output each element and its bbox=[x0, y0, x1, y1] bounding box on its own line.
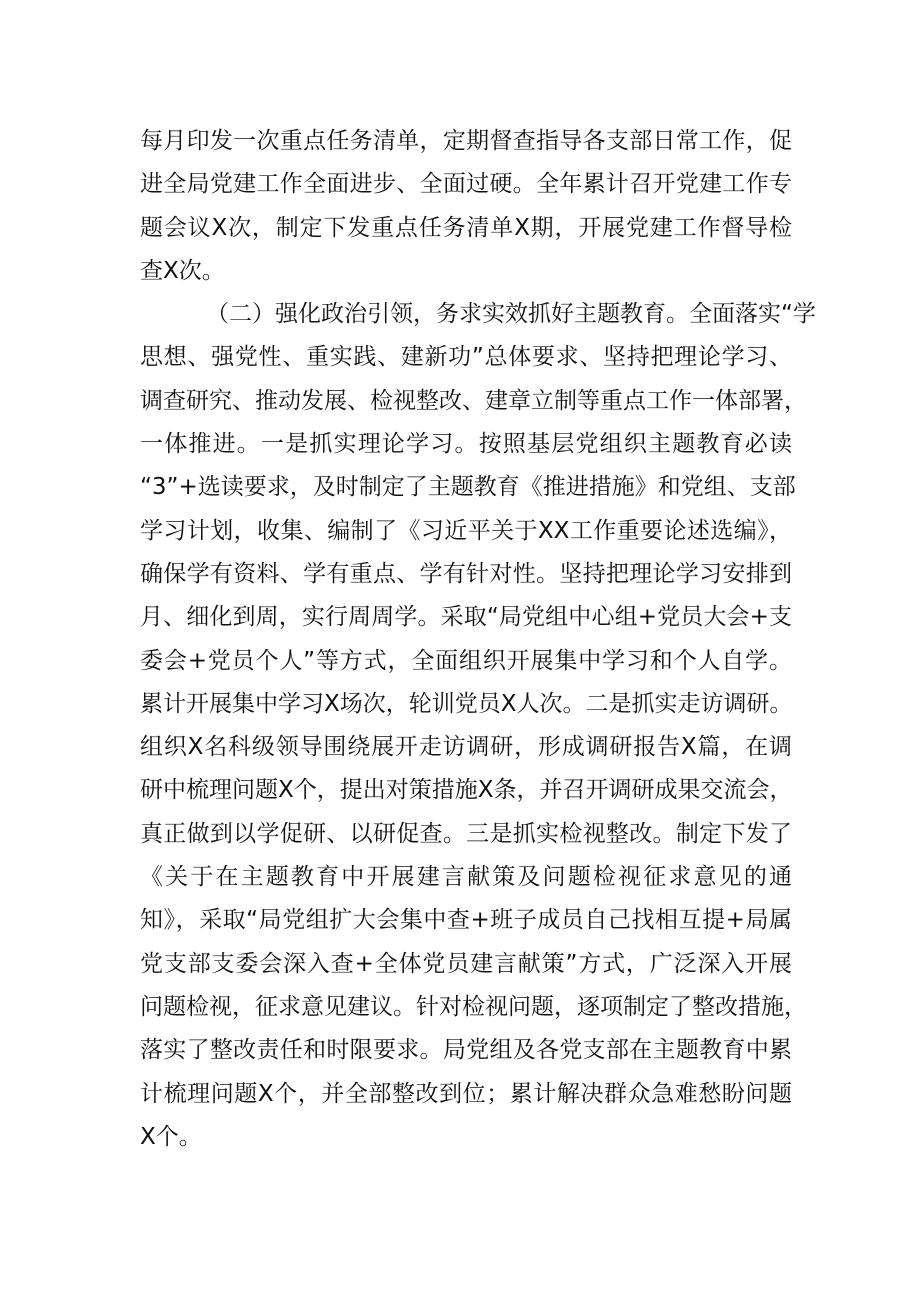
text-line: 调查研究、推动发展、检视整改、建章立制等重点工作一体部署， bbox=[140, 387, 807, 414]
text-line: 思想、强党性、重实践、建新功”总体要求、坚持把理论学习、 bbox=[140, 344, 792, 371]
text-line: 一体推进。一是抓实理论学习。按照基层党组织主题教育必读 bbox=[140, 431, 792, 458]
paragraph-task-list bbox=[140, 120, 800, 293]
text-line: 研中梳理问题X个，提出对策措施X条，并召开调研成果交流会， bbox=[140, 777, 793, 804]
text-line: 学习计划，收集、编制了《习近平关于XX工作重要论述选编》， bbox=[140, 517, 792, 544]
text-line: 确保学有资料、学有重点、学有针对性。坚持把理论学习安排到 bbox=[140, 560, 792, 587]
text-line: 计梳理问题X个，并全部整改到位；累计解决群众急难愁盼问题 bbox=[140, 1080, 792, 1107]
text-line: 知》，采取“局党组扩大会集中查+班子成员自己找相互提+局属 bbox=[140, 907, 792, 934]
document-body bbox=[140, 120, 816, 1159]
text-line: 查X次。 bbox=[140, 257, 225, 284]
text-line: 进全局党建工作全面进步、全面过硬。全年累计召开党建工作专 bbox=[140, 171, 792, 198]
paragraph-theme-education bbox=[140, 293, 816, 1159]
text-line: 《关于在主题教育中开展建言献策及问题检视征求意见的通 bbox=[140, 864, 792, 891]
text-line: “3”+选读要求，及时制定了主题教育《推进措施》和党组、支部 bbox=[140, 474, 796, 501]
text-line: 月、细化到周，实行周周学。采取“局党组中心组+党员大会+支 bbox=[140, 604, 792, 631]
text-line: 题会议X次，制定下发重点任务清单X期，开展党建工作督导检 bbox=[140, 214, 792, 241]
text-line: 每月印发一次重点任务清单，定期督查指导各支部日常工作，促 bbox=[140, 128, 792, 154]
text-line: 问题检视，征求意见建议。针对检视问题，逐项制定了整改措施， bbox=[140, 993, 807, 1020]
text-line: 真正做到以学促研、以研促查。三是抓实检视整改。制定下发了 bbox=[140, 820, 792, 847]
text-line: 组织X名科级领导围绕展开走访调研，形成调研报告X篇，在调 bbox=[140, 734, 792, 761]
text-line: 落实了整改责任和时限要求。局党组及各党支部在主题教育中累 bbox=[140, 1037, 792, 1064]
text-line: 党支部支委会深入查+全体党员建言献策”方式，广泛深入开展 bbox=[140, 950, 792, 977]
text-line: 委会+党员个人”等方式，全面组织开展集中学习和个人自学。 bbox=[140, 647, 792, 674]
section-heading-line: （二）强化政治引领，务求实效抓好主题教育。全面落实“学 bbox=[206, 301, 816, 328]
text-line: 累计开展集中学习X场次，轮训党员X人次。二是抓实走访调研。 bbox=[140, 690, 793, 717]
text-line: X个。 bbox=[140, 1123, 202, 1150]
